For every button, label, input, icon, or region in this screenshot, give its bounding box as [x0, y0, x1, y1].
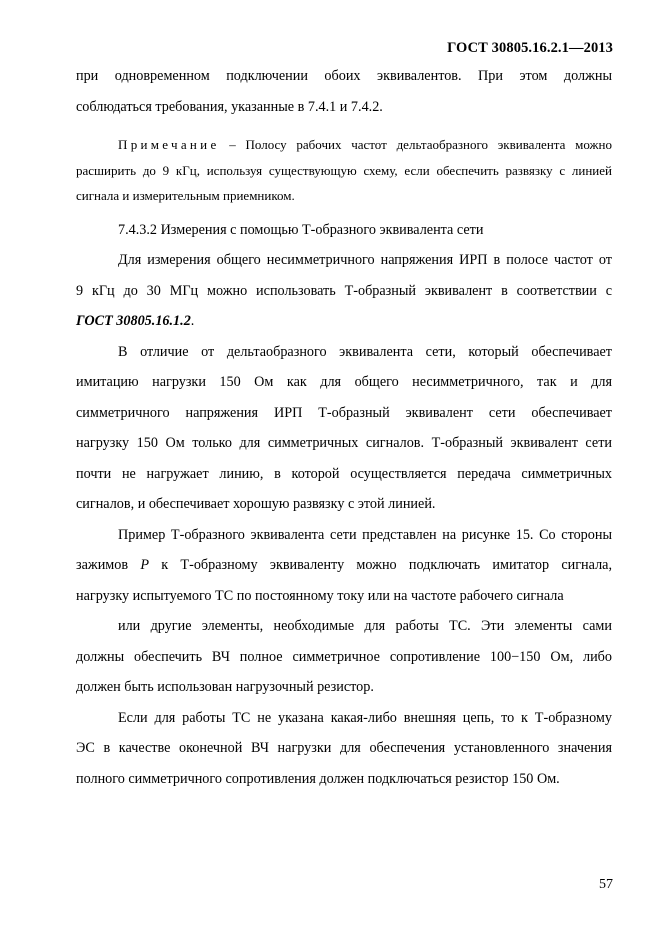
- paragraph-3-line-4: нагрузку 150 Ом только для симметричных сигналов. Т-образный эквивалент сети: [76, 435, 612, 451]
- terminal-label-p: Р: [140, 557, 150, 573]
- paragraph-5-line-2: должны обеспечить ВЧ полное симметричное сопротивление 100−150 Ом, либо: [76, 649, 612, 665]
- paragraph-5-line-3: должен быть использован нагрузочный резистор.: [76, 679, 374, 695]
- note-line-2: расширить до 9 кГц, используя существующую схему, если обеспечить развязку с линией: [76, 163, 612, 178]
- paragraph-5-line-1: или другие элементы, необходимые для работы ТС. Эти элементы сами: [118, 618, 612, 634]
- note-label: Примечание: [118, 137, 220, 152]
- note-line-3: сигнала и измерительным приемником.: [76, 188, 295, 203]
- paragraph-2-line-3-end: .: [190, 313, 195, 329]
- paragraph-2-line-2: 9 кГц до 30 МГц можно использовать Т-образный эквивалент в соответствии с: [76, 283, 612, 299]
- paragraph-4-line-2: [76, 556, 612, 574]
- section-heading: 7.4.3.2 Измерения с помощью Т-образного эквивалента сети: [118, 222, 484, 238]
- paragraph-3-line-1: В отличие от дельтаобразного эквивалента сети, который обеспечивает: [118, 344, 612, 360]
- paragraph-2-line-1: Для измерения общего несимметричного напряжения ИРП в полосе частот от: [118, 252, 612, 268]
- paragraph-1-line-2: соблюдаться требования, указанные в 7.4.1 и 7.4.2.: [76, 99, 383, 115]
- paragraph-6-line-1: Если для работы ТС не указана какая-либо внешняя цепь, то к Т-образному: [118, 710, 612, 726]
- standard-reference: ГОСТ 30805.16.1.2: [76, 313, 191, 329]
- paragraph-3-line-3: симметричного напряжения ИРП Т-образный эквивалент сети обеспечивает: [76, 405, 612, 421]
- paragraph-3-line-2: имитацию нагрузки 150 Ом как для общего несимметричного, так и для: [76, 374, 612, 390]
- paragraph-4-line-2-start: зажимов: [76, 557, 141, 573]
- paragraph-3-line-6: сигналов, и обеспечивает хорошую развязку с этой линией.: [76, 496, 436, 512]
- paragraph-1-line-1: при одновременном подключении обоих эквивалентов. При этом должны: [76, 68, 612, 84]
- paragraph-6-line-3: полного симметричного сопротивления должен подключаться резистор 150 Ом.: [76, 771, 560, 787]
- paragraph-6-line-2: ЭС в качестве оконечной ВЧ нагрузки для обеспечения установленного значения: [76, 740, 612, 756]
- paragraph-2-line-3: [76, 312, 612, 330]
- note-line-1: [118, 136, 612, 154]
- document-header: ГОСТ 30805.16.2.1—2013: [447, 40, 613, 56]
- paragraph-4-line-1: Пример Т-образного эквивалента сети представлен на рисунке 15. Со стороны: [118, 527, 612, 543]
- note-line-1-text: – Полосу рабочих частот дельтаобразного эквивалента можно: [219, 137, 612, 152]
- paragraph-4-line-3: нагрузку испытуемого ТС по постоянному току или на частоте рабочего сигнала: [76, 588, 564, 604]
- paragraph-4-line-2-end: к Т-образному эквиваленту можно подключать имитатор сигнала,: [149, 557, 612, 573]
- paragraph-3-line-5: почти не нагружает линию, в которой осуществляется передача симметричных: [76, 466, 612, 482]
- page-number: 57: [599, 877, 613, 892]
